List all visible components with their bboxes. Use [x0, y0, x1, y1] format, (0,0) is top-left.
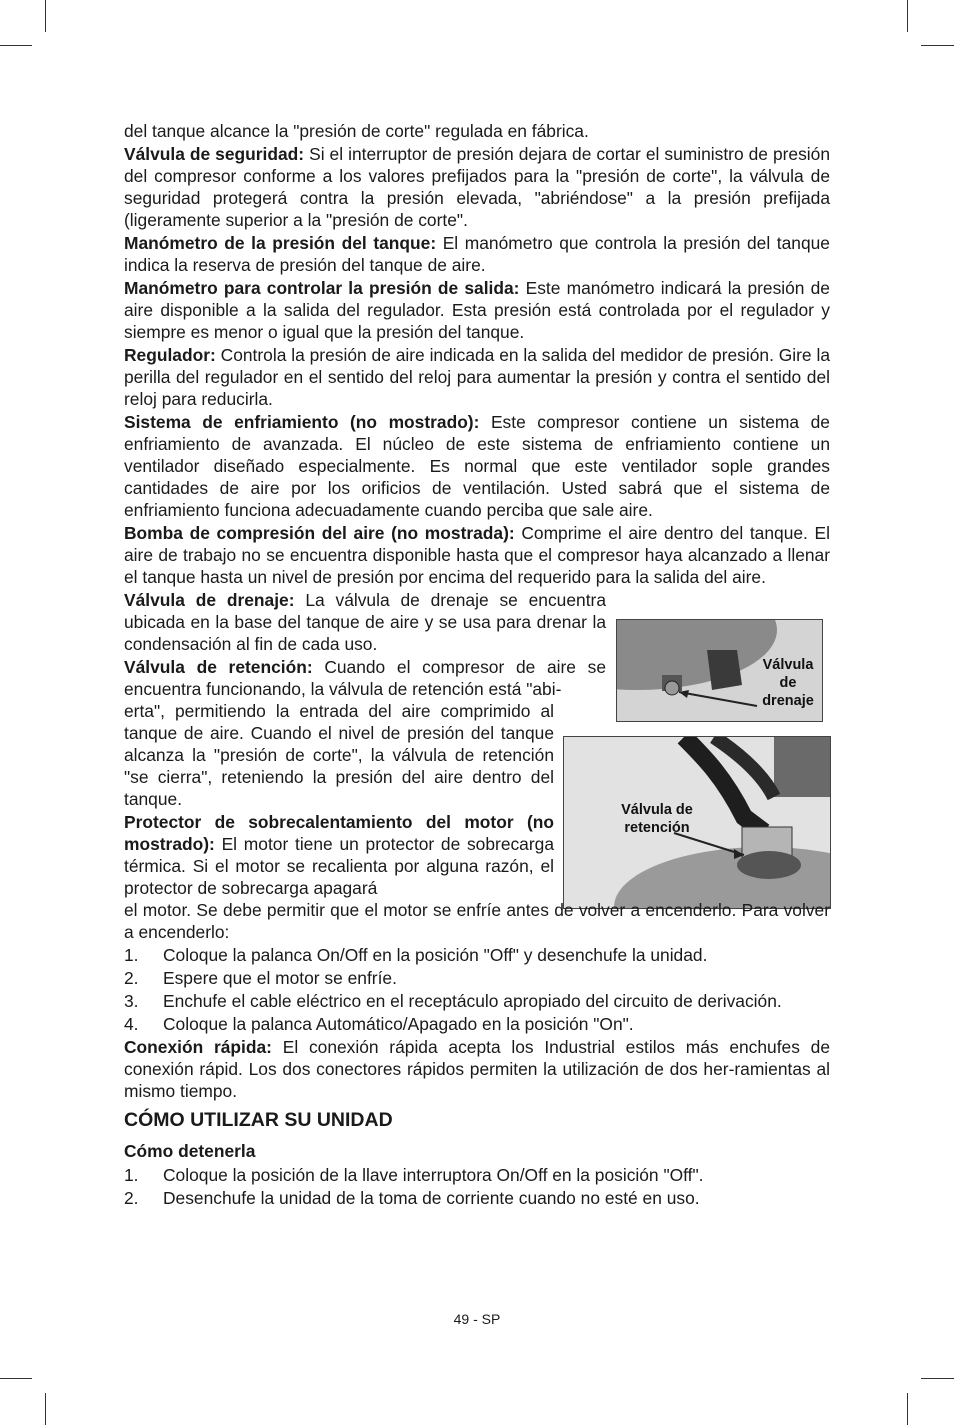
- crop-mark: [907, 0, 908, 32]
- check-valve-paragraph-cont: erta", permitiendo la entrada del aire comprimido al tanque de aire. Cuando el nivel de presión del tanque alcanza la "presión de corte", la válvula de retención "se cierra", reteniendo la presión del aire dentro del tanque.: [124, 701, 554, 809]
- list-item: 3. Enchufe el cable eléctrico en el receptáculo apropiado del circuito de derivación.: [124, 991, 782, 1011]
- motor-protector-paragraph: Protector de sobrecalentamiento del motor (no mostrado): El motor tiene un protector de sobrecarga térmica. Si el motor se recalienta por alguna razón, el protector de sobrecarga apagará: [124, 812, 554, 898]
- section-heading: CÓMO UTILIZAR SU UNIDAD: [124, 1109, 393, 1131]
- pump-paragraph: Bomba de compresión del aire (no mostrada): Comprime el aire dentro del tanque. El aire de trabajo no se encuentra disponible hasta que el compresor haya alcanzado a llenar el tanque hasta un nivel de presión por encima del requerido para la salida del aire.: [124, 523, 830, 587]
- safety-valve-paragraph: Válvula de seguridad: Si el interruptor de presión dejara de cortar el suministro de presión del compresor conforme a los valores prefijados para la "presión de corte", la válvula de seguridad protegerá contra la presión elevada, "abriéndose" a la presión prefijada (ligeramente superior a la "presión de corte".: [124, 144, 830, 230]
- regulator-paragraph: Regulador: Controla la presión de aire indicada en la salida del medidor de presión. Gire la perilla del regulador en el sentido del reloj para aumentar la presión y contra el sentido del reloj para reducirla.: [124, 345, 830, 409]
- crop-mark: [0, 1378, 32, 1379]
- crop-mark: [0, 45, 32, 46]
- cooling-system-paragraph: Sistema de enfriamiento (no mostrado): Este compresor contiene un sistema de enfriamiento de avanzada. El núcleo de este sistema de enfriamiento contiene un ventilador diseñado especialmente. Es normal que este ventilador sople grandes cantidades de aire por los orificios de ventilación. Usted sabrá que el sistema de enfriamiento funciona adecuadamente cuando perciba que sale aire.: [124, 412, 830, 520]
- list-item: 2. Desenchufe la unidad de la toma de corriente cuando no esté en uso.: [124, 1188, 700, 1208]
- check-valve-label: Válvula de retención: [621, 802, 693, 836]
- intro-paragraph: del tanque alcance la "presión de corte" regulada en fábrica.: [124, 121, 589, 141]
- list-item: 2. Espere que el motor se enfríe.: [124, 968, 397, 988]
- crop-mark: [907, 1393, 908, 1425]
- page-body: [124, 120, 830, 1210]
- stop-steps-list: [124, 1164, 830, 1209]
- crop-mark: [45, 0, 46, 32]
- quick-connect-paragraph: Conexión rápida: El conexión rápida acepta los Industrial estilos más enchufes de conexión rápid. Los dos conectores rápidos permiten la utilización de dos her-ramientas al mismo tiempo.: [124, 1037, 830, 1101]
- list-item: 1. Coloque la palanca On/Off en la posición "Off" y desenchufe la unidad.: [124, 945, 708, 965]
- crop-mark: [45, 1393, 46, 1425]
- tank-gauge-paragraph: Manómetro de la presión del tanque: El manómetro que controla la presión del tanque indica la reserva de presión del tanque de aire.: [124, 233, 830, 275]
- outlet-gauge-paragraph: Manómetro para controlar la presión de salida: Este manómetro indicará la presión de aire disponible a la salida del regulador. Esta presión está controlada por el regulador y siempre es menor o igual que la presión del tanque.: [124, 278, 830, 342]
- list-item: 4. Coloque la palanca Automático/Apagado en la posición "On".: [124, 1014, 634, 1034]
- list-item: 1. Coloque la posición de la llave interruptora On/Off en la posición "Off".: [124, 1165, 704, 1185]
- check-valve-paragraph: Válvula de retención: Cuando el compresor de aire se encuentra funcionando, la válvula de retención está "abi-: [124, 657, 606, 699]
- crop-mark: [921, 1378, 954, 1379]
- drain-valve-paragraph: Válvula de drenaje: La válvula de drenaje se encuentra ubicada en la base del tanque de aire y se usa para drenar la condensación al fin de cada uso.: [124, 590, 606, 654]
- restart-steps-list: [124, 944, 830, 1035]
- drain-valve-label: Válvula de drenaje: [762, 657, 814, 709]
- motor-protector-paragraph-cont: el motor. Se debe permitir que el motor se enfríe antes de volver a encenderlo. Para volver a encenderlo:: [124, 900, 830, 942]
- subsection-heading: Cómo detenerla: [124, 1141, 256, 1161]
- crop-mark: [921, 45, 954, 46]
- page-number: 49 - SP: [453, 1311, 501, 1327]
